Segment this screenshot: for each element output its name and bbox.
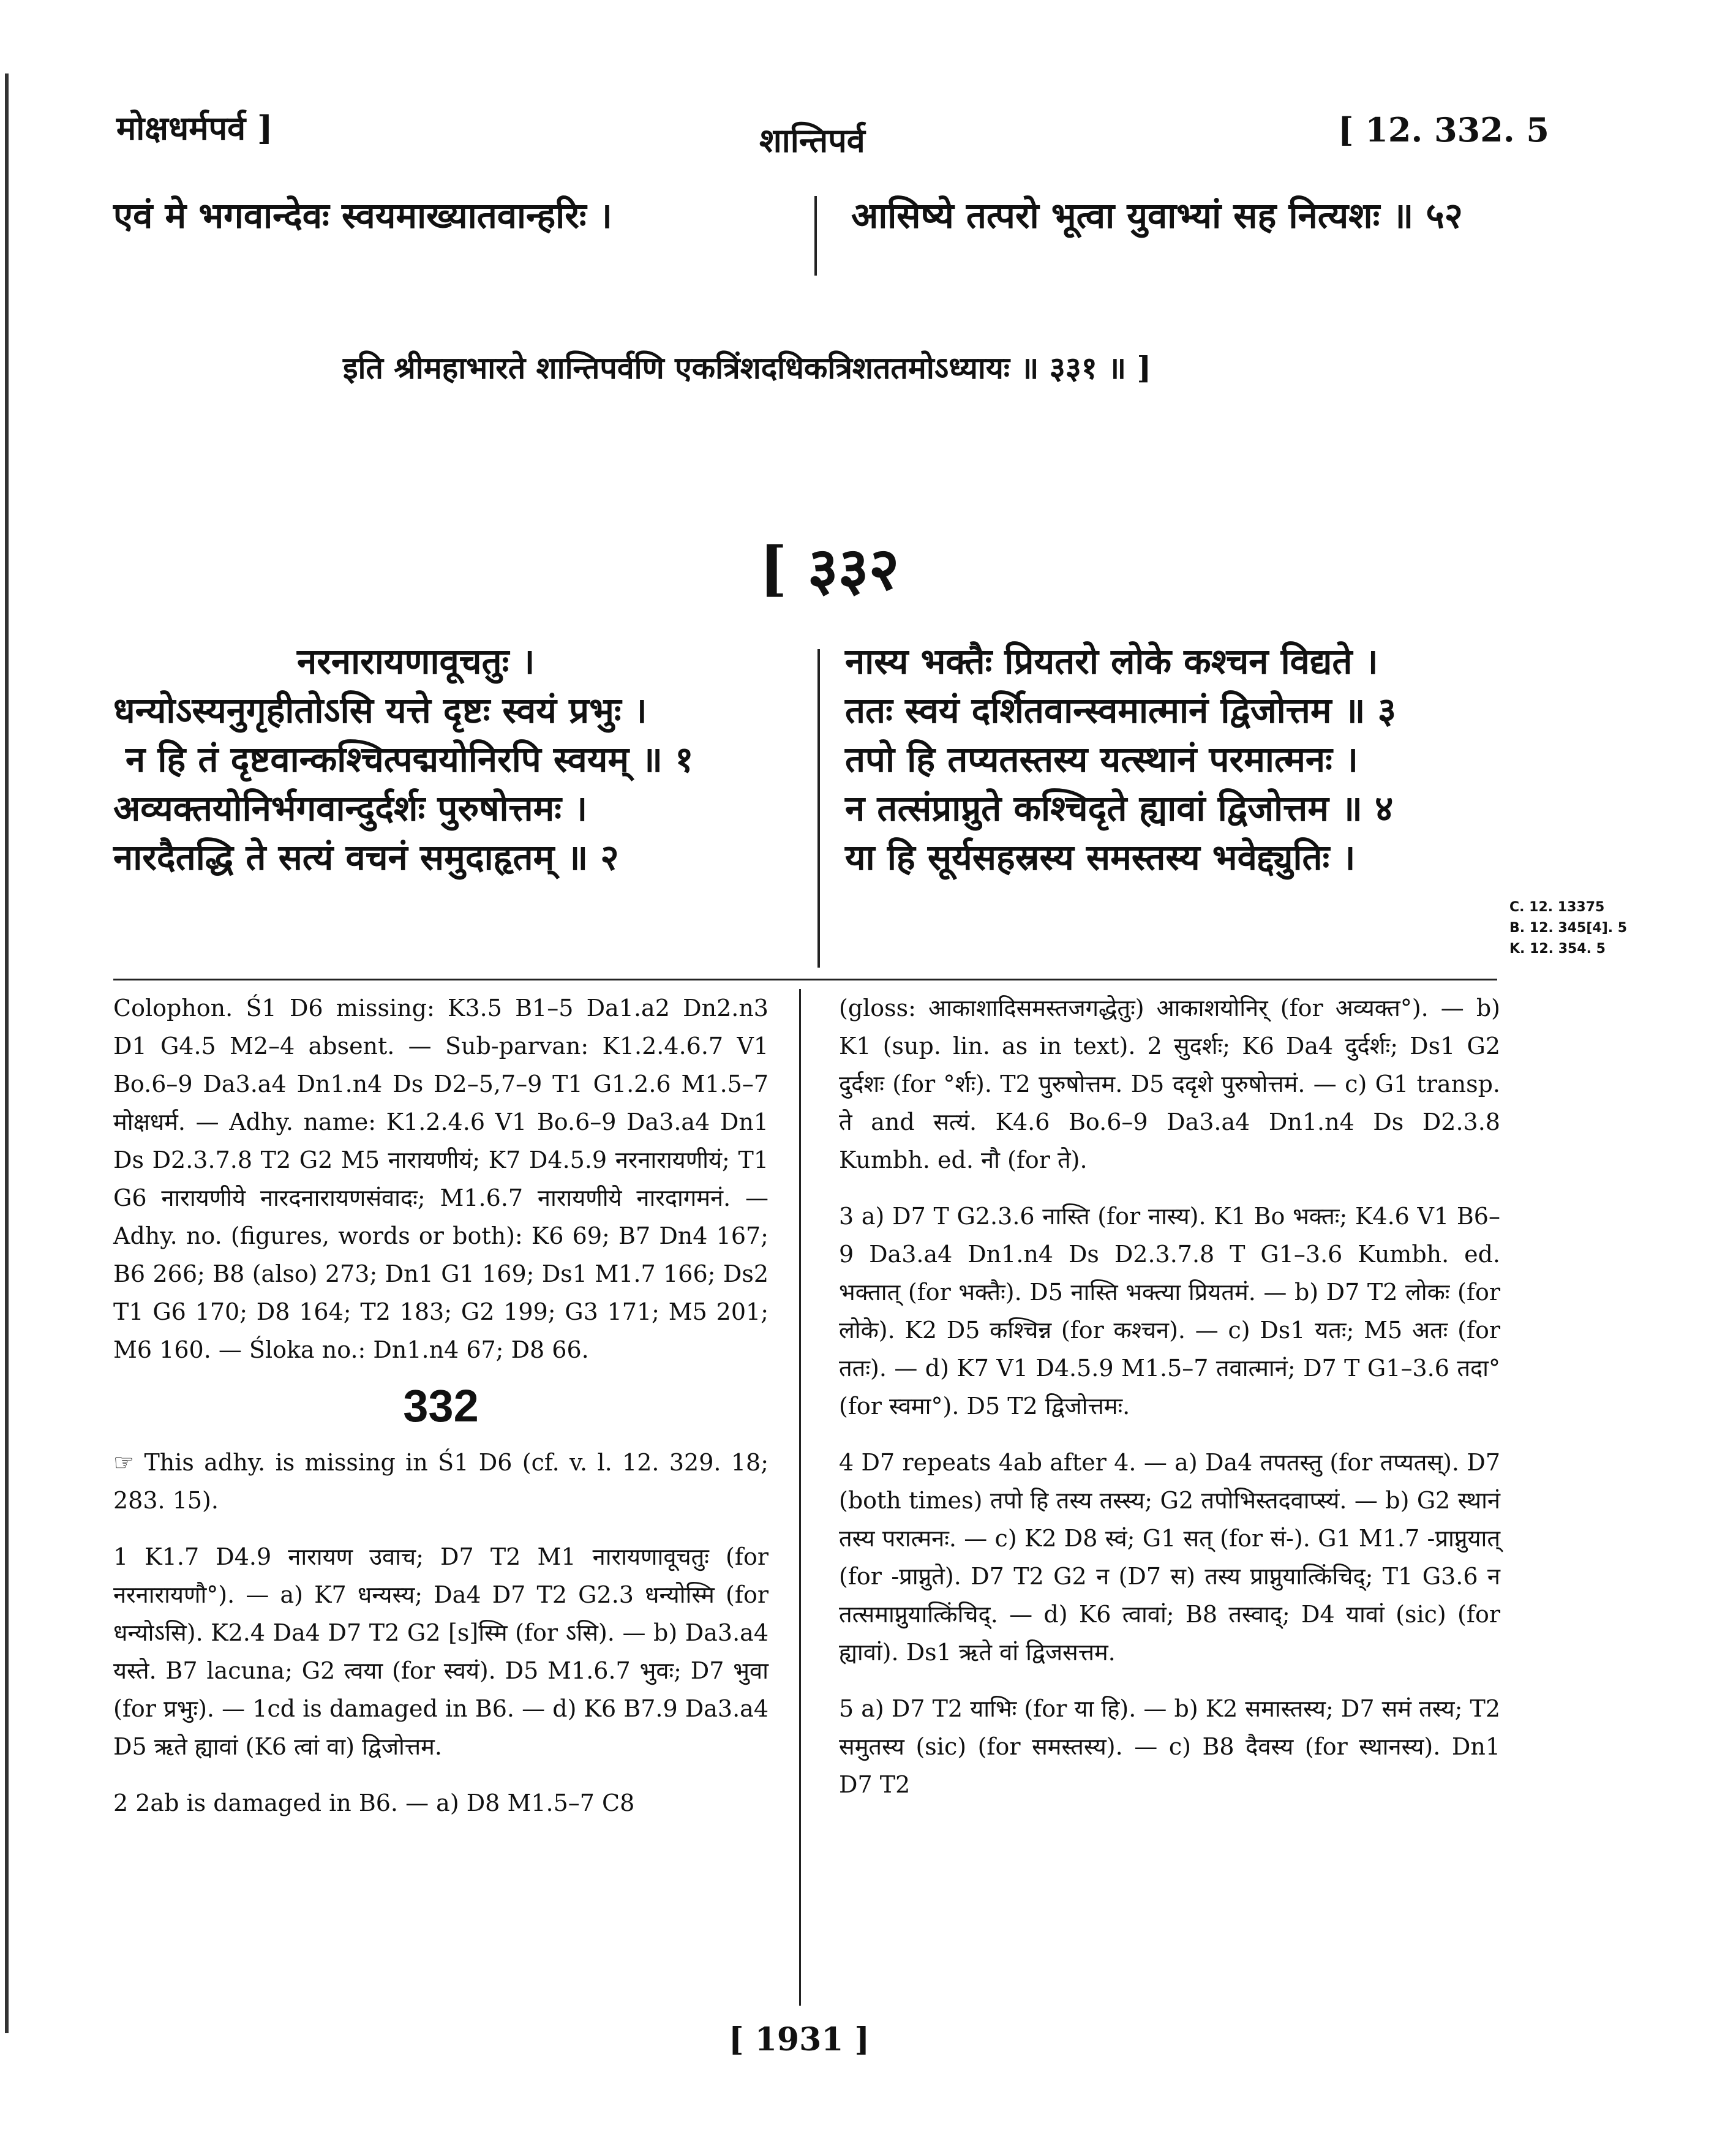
ref-calcutta: C. 12. 13375: [1509, 900, 1605, 915]
concordance-refs: [1509, 897, 1627, 960]
note-verse-3: 3 a) D7 T G2.3.6 नास्ति (for नास्य). K1 Bo भक्तः; K4.6 V1 B6–9 Da3.a4 Dn1.n4 Ds D2.3.7.8 T G1–3.6 Kumbh. ed. भक्तात् (for भक्तैः). D5 नास्ति भक्त्या प्रियतमं. — b) D7 T2 लोकः (for लोके). K2 D5 कश्चिन्न (for कश्चन). — c) Ds1 यतः; M5 अतः (for ततः). — d) K7 V1 D4.5.9 M1.5–7 तवात्मानं; D7 T G1–3.6 तदा° (for स्वमा°). D5 T2 द्विजोत्तमः.: [839, 1203, 1500, 1420]
verses-right: [845, 637, 1519, 882]
verse-line: नास्य भक्तैः प्रियतरो लोके कश्चन विद्यते ।: [845, 641, 1378, 682]
verse-line: अव्यक्तयोनिर्भगवान्दुर्दर्शः पुरुषोत्तमः ।: [113, 788, 588, 829]
note-verse-1: 1 K1.7 D4.9 नारायण उवाच; D7 T2 M1 नारायणावूचतुः (for नरनारायणौ°). — a) K7 धन्यस्य; Da4 D7 T2 G2.3 धन्योस्मि (for धन्योऽसि). K2.4 Da4 D7 T2 G2 [s]स्मि (for ऽसि). — b) Da3.a4 यस्ते. B7 lacuna; G2 त्वया (for स्वयं). D5 M1.6.7 भुवः; D7 भुवा (for प्रभुः). — 1cd is damaged in B6. — d) K6 B7.9 Da3.a4 D5 ऋते ह्यावां (K6 त्वां वा) द्विजोत्तम.: [113, 1543, 768, 1760]
page-number: [ 1931 ]: [729, 2021, 870, 2058]
top-verse-divider: [814, 196, 817, 276]
top-verse-left: एवं मे भगवान्देवः स्वयमाख्यातवान्हरिः ।: [113, 195, 612, 236]
verse-line: धन्योऽस्यनुगृहीतोऽसि यत्ते दृष्टः स्वयं प्रभुः ।: [113, 690, 647, 731]
verses-left: [113, 637, 811, 882]
running-head-left: मोक्षधर्मपर्व ]: [116, 108, 273, 148]
verse-line: तपो हि तप्यतस्तस्य यत्स्थानं परमात्मनः ।: [845, 739, 1358, 780]
running-head-center: शान्तिपर्व: [759, 121, 865, 160]
verse-speaker: नरनारायणावूचतुः ।: [297, 641, 535, 682]
notes-column-divider: [799, 989, 801, 2006]
top-verse-right: आसिष्ये तत्परो भूत्वा युवाभ्यां सह नित्यशः ॥ ५२: [851, 195, 1463, 236]
ref-bombay: B. 12. 345[4]. 5: [1509, 920, 1628, 936]
note-verse-5: 5 a) D7 T2 याभिः (for या हि). — b) K2 समास्तस्य; D7 समं तस्य; T2 समुतस्य (sic) (for समस्तस्य). — c) B8 दैवस्य (for स्थानस्य). Dn1 D7 T2: [839, 1695, 1500, 1798]
section-number: 332: [403, 1380, 479, 1431]
note-colophon: Colophon. Ś1 D6 missing: K3.5 B1–5 Da1.a2 Dn2.n3 D1 G4.5 M2–4 absent. — Sub-parvan: K1.2.4.6.7 V1 Bo.6–9 Da3.a4 Dn1.n4 Ds D2–5,7–9 T1 G1.2.6 M1.5–7 मोक्षधर्म. — Adhy. name: K1.2.4.6 V1 Bo.6–9 Da3.a4 Dn1 Ds D2.3.7.8 T2 G2 M5 नारायणीयं; K7 D4.5.9 नरनारायणीयं; T1 G6 नारायणीये नारदनारायणसंवादः; M1.6.7 नारायणीये नारदागमनं. — Adhy. no. (figures, words or both): K6 69; B7 Dn4 167; B6 266; B8 (also) 273; Dn1 G1 169; Ds1 M1.7 166; Ds2 T1 G6 170; D8 164; T2 183; G2 199; G3 171; M5 201; M6 160. — Śloka no.: Dn1.n4 67; D8 66.: [113, 995, 768, 1363]
notes-right-column: [839, 989, 1500, 1822]
notes-left-column: [113, 989, 768, 1840]
ref-kumbhakonam: K. 12. 354. 5: [1509, 941, 1606, 957]
note-verse-2: 2 2ab is damaged in B6. — a) D8 M1.5–7 C8: [113, 1789, 635, 1816]
verse-line: ततः स्वयं दर्शितवान्स्वमात्मानं द्विजोत्तम ॥ ३: [845, 690, 1396, 731]
verse-line: या हि सूर्यसहस्रस्य समस्तस्य भवेद्द्युतिः ।: [845, 837, 1356, 878]
chapter-colophon: इति श्रीमहाभारते शान्तिपर्वणि एकत्रिंशदधिकत्रिशततमोऽध्यायः ॥ ३३१ ॥ ]: [343, 350, 1152, 386]
left-margin-border: [5, 73, 9, 2033]
apparatus-rule: [113, 979, 1497, 980]
verse-line: न हि तं दृष्टवान्कश्चित्पद्मयोनिरपि स्वयम् ॥ १: [126, 739, 694, 780]
verse-line: नारदैतद्धि ते सत्यं वचनं समुदाहृतम् ॥ २: [113, 837, 619, 878]
running-head-right: [ 12. 332. 5: [1338, 110, 1549, 149]
verse-column-divider: [817, 649, 820, 968]
note-verse-4: 4 D7 repeats 4ab after 4. — a) Da4 तपतस्तु (for तप्यतस्). D7 (both times) तपो हि तस्य तस्स्य; G2 तपोभिस्तदवाप्स्यं. — b) G2 स्थानं तस्य परात्मनः. — c) K2 D8 स्वं; G1 सत् (for सं-). G1 M1.7 -प्राप्नुयात् (for -प्राप्नुते). D7 T2 G2 न (D7 स) तस्य प्राप्नुयात्किंचिद्; T1 G3.6 न तत्समाप्नुयात्किंचिद्. — d) K6 त्वावां; B8 तस्वाद्; D4 यावां (sic) (for ह्यावां). Ds1 ऋते वां द्विजसत्तम.: [839, 1449, 1500, 1666]
note-gloss: (gloss: आकाशादिसमस्तजगद्धेतुः) आकाशयोनिर् (for अव्यक्त°). — b) K1 (sup. lin. as in text). 2 सुदर्शः; K6 Da4 दुर्दर्शः; Ds1 G2 दुर्दशः (for °र्शः). T2 पुरुषोत्तम. D5 ददृशे पुरुषोत्तमं. — c) G1 transp. ते and सत्यं. K4.6 Bo.6–9 Da3.a4 Dn1.n4 Ds D2.3.8 Kumbh. ed. नौ (for ते).: [839, 995, 1500, 1173]
chapter-number: [ ३३२: [759, 534, 900, 603]
verse-line: न तत्संप्राप्नुते कश्चिदृते ह्यावां द्विजोत्तम ॥ ४: [845, 788, 1394, 829]
note-missing: ☞ This adhy. is missing in Ś1 D6 (cf. v. l. 12. 329. 18; 283. 15).: [113, 1449, 768, 1514]
